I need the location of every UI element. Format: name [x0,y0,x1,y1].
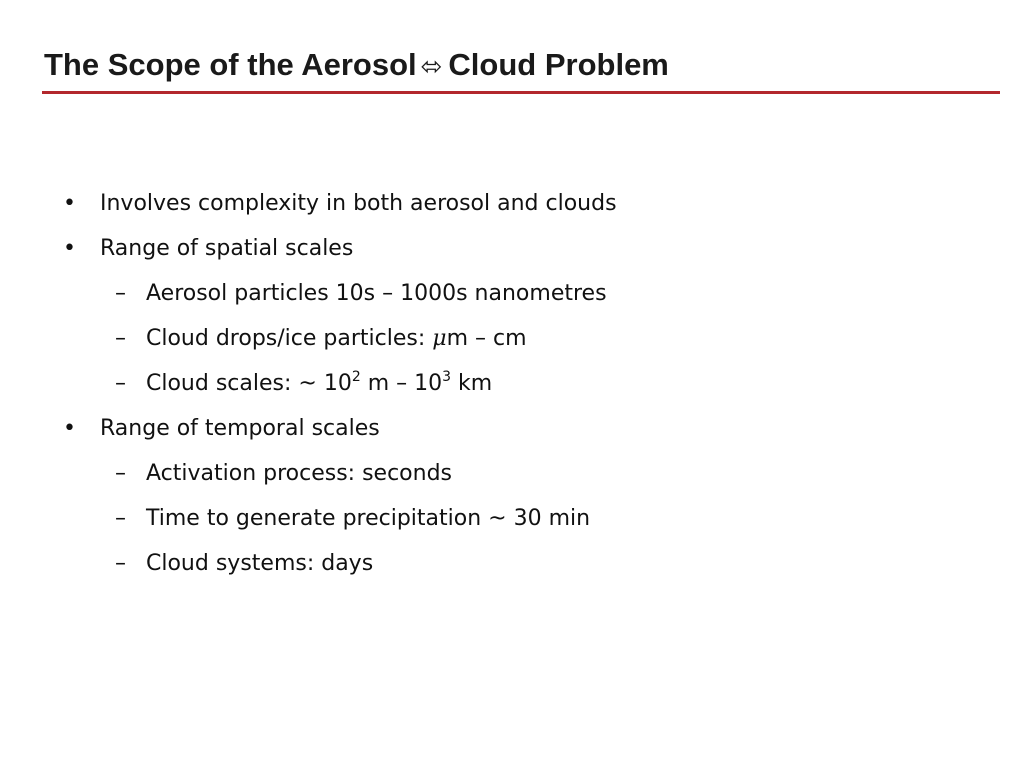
title-right: Cloud Problem [448,47,669,82]
dash-marker: – [115,506,126,531]
bullet-marker: • [63,191,76,216]
sub-bullet-text: Cloud systems: days [146,551,374,576]
exponent: 3 [442,369,452,385]
double-arrow-icon: ⬄ [420,51,443,81]
text-part: m – cm [446,326,527,351]
sub-bullet-item [115,505,591,533]
bullet-marker: • [63,416,76,441]
slide-title [44,46,669,83]
exponent: 2 [351,369,361,385]
sub-bullet-item [115,460,453,488]
bullet-text: Involves complexity in both aerosol and clouds [100,191,617,216]
sub-bullet-text: Aerosol particles 10s – 1000s nanometres [146,281,607,306]
sub-bullet-item [115,550,374,578]
sub-bullet-text [146,371,492,396]
bullet-marker: • [63,236,76,261]
sub-bullet-item [115,369,493,398]
bullet-text: Range of spatial scales [100,236,354,261]
sub-bullet-item [115,325,527,353]
bullet-text: Range of temporal scales [100,416,380,441]
dash-marker: – [115,371,126,396]
text-part: Cloud drops/ice particles: [146,326,433,351]
text-part: km [451,371,493,396]
sub-bullet-text: Time to generate precipitation ~ 30 min [146,506,591,531]
text-part: m – 10 [360,371,443,396]
dash-marker: – [115,281,126,306]
bullet-item [63,190,617,218]
dash-marker: – [115,326,126,351]
text-part: Cloud scales: ~ 10 [146,371,352,396]
sub-bullet-text [146,326,527,351]
bullet-item [63,235,354,263]
dash-marker: – [115,461,126,486]
title-underline [42,91,1000,94]
mu-symbol: μ [432,326,447,351]
sub-bullet-text: Activation process: seconds [146,461,453,486]
title-left: The Scope of the Aerosol [44,47,417,82]
dash-marker: – [115,551,126,576]
sub-bullet-item [115,280,607,308]
bullet-item [63,415,380,443]
